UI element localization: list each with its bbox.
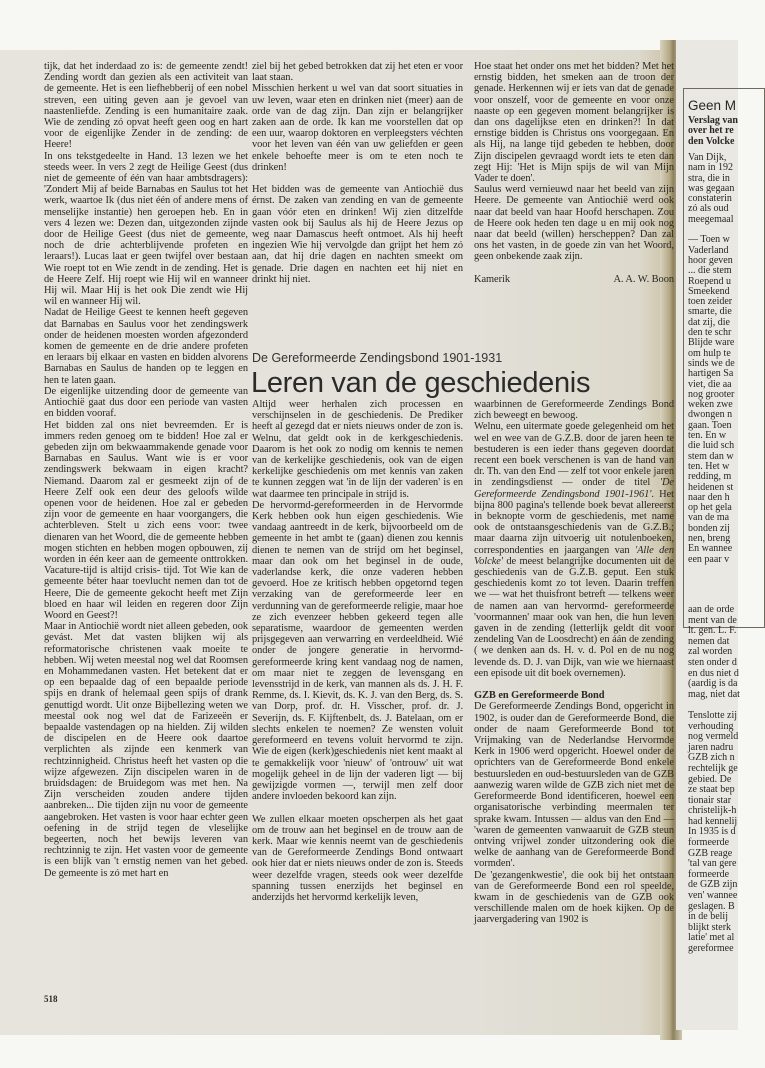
text-line: GZB zich n [688,752,735,764]
paragraph: Het bidden was de gemeente van Antiochië dus érnst. De zaken van zending en van de gemeente gaan vóór eten en drinken! Wij zien ditzelfde vasten ook bij Saulus als hij de Heere Jezus op weg naar Damascus heeft ontmoet. Als hij heeft ingezien Wie hij vervolgde dan grijpt het hem zó aan, dat hij drie dagen en nachten smeekt om genade. Drie dagen en nachten eet hij niet en drinkt hij niet. [252,184,463,285]
text-line: was gegaan [688,182,735,194]
text-line: hoor geven [688,254,733,266]
adjacent-page [676,40,738,1030]
paragraph: Hoe staat het onder ons met het bidden? Met het ernstig bidden, het smeken aan de troon der genade. Herkennen wij er iets van dat de genade voor onszelf, voor de gemeente en voor onze naaste op een gegeven moment belangrijker is dan ons dagelijkse eten en drinken?! In dat ernstige bidden is Christus ons voorgegaan. En als Hij, na lange tijd gebeden te hebben, door Zijn discipelen gevraagd wordt iets te eten dan zegt Hij: 'Het is Mijn spijs de wil van Mijn Vader te doen'. [474,61,674,185]
text-line: Roepend u [688,275,732,287]
text-line: den te schr [688,327,732,339]
paragraph: ziel bij het gebed betrokken dat zij het eten er voor laat staan. [252,61,463,84]
text-line: nam in 192 [688,162,733,174]
signature-place: Kamerik [474,273,511,285]
text-line: de GZB zijn [688,879,738,891]
text-line: ment van de [688,614,737,626]
text-line: jaren nadru [688,741,734,753]
text-line: mag, niet dat [688,688,740,700]
text-line: ze staat bep [688,784,735,796]
text-line: geslagen. B [688,900,735,912]
text-line: hartigen Sa [688,368,734,380]
right-column-bottom [474,399,674,926]
text-line: rechtelijk ge [688,762,738,774]
text-line: Vaderland [688,244,729,256]
text-line: En wannee [688,543,733,555]
text-line: die luid sch [688,440,735,452]
middle-column-bottom [252,399,463,903]
text-line: nog vermeld [688,731,739,743]
text-line: sten onder d [688,656,737,668]
page-number: 518 [44,994,58,1004]
text-line: Verslag van [688,115,738,126]
text-line: dat zij, die [688,316,730,328]
text-line: Tenslotte zij [688,709,738,721]
side-article-text [688,153,735,565]
text-line: gebied. De [688,773,732,785]
text-line: christelijk-h [688,805,737,817]
paragraph: Misschien herkent u wel van dat soort situaties in uw leven, waar eten en drinken niet (meer) aan de orde van de dag zijn. Dan zijn er belangrijker zaken aan de orde. Ik kan me voorstellen dat op een uur, waarop doktoren en verpleegsters véchten voor het leven van één van uw geliefden er geen enkele behoefte meer is om te eten noch te drinken! [252,83,463,173]
paragraph: De hervormd-gereformeerden in de Hervormde Kerk hebben ook hun eigen geschiedenis. Wie vandaag aantreedt in de kerk, bijvoorbeeld om de gemeente in het ambt te (gaan) dienen zou kennis dienen te nemen van de strijd om het beginsel, maar dan ook om het beginsel in de oude, vaderlandse kerk, die onze vaderen hebben gevoerd. Hoe ze kritisch hebben opgetornd tegen verzaking van de gereformeerde leer en verdunning van de gereformeerde religie, maar hoe ze zich evenzeer hebben gekeerd tegen alle separatisme, waardoor de gemeenten werden prijsgegeven aan verwarring en verdeeldheid. Wié onder de jongere generatie in hervormd-gereformeerde kring kent vandaag nog de namen, om maar niet te zeggen de levensgang en levensstrijd in de kerk, van mannen als ds. J. H. F. Remme, ds. I. Kievit, ds. K. J. van den Berg, ds. S. van Dorp, prof. dr. H. Visscher, prof. dr. J. Severijn, ds. F. Kijftenbelt, ds. J. Batelaan, om er slechts enkelen te noemen? Ze wensten voluit gereformeerd en tevens voluit hervormd te zijn. Wie de eigen (kerk)geschiedenis niet kent maakt al te gemakkelijk voor 'nieuw' of 'ontrouw' uit wat mogelijk geheel in de lijn der vaderen ligt — bij gewijzigde vormen —, terwijl men zelf door andere invloeden bekoord kan zijn. [252,499,463,803]
text-line: formeerde [688,837,730,849]
paragraph: tijk, dat het inderdaad zo is: de gemeente zendt! Zending wordt dan gezien als een activiteit van de gemeente. Het is een liefhebberij of een nobel streven, een uiting geven aan je gevoel van naastenliefde. Zending is een humanitaire zaak. Wie de zending zó opvat heeft geen oog en hart voor de eigenlijke Zender in de zending: de Heere! [44,61,248,151]
text-line: Blijde ware [688,337,735,349]
text-line: ven' wannee [688,890,738,902]
right-column-top [474,61,674,285]
paragraph: De Gereformeerde Zendings Bond, opgericht in 1902, is ouder dan de Gereformeerde Bond, die onder de naam Gereformeerde Bond tot Vrijmaking van de Nederlandse Hervormde Kerk in 1906 werd opgericht. Hoewel onder de oprichters van de Gereformeerde Bond enkele bestuursleden en oud-bestuursleden van de GZB aanwezig waren wilde de GZB zich niet met de Gereformeerde Bond identificeren, hoewel een organisatorische verbinding meermalen ter sprake kwam. Intussen — aldus van den End — 'waren de gemeenten vanwaaruit de GZB steun ontving vrijwel zonder uitzondering ook die welke de aanhang van de Gereformeerde Bond vormden'. [474,701,674,870]
text-line: smarte, die [688,306,732,318]
signature [474,274,674,285]
paragraph: Altijd weer herhalen zich processen en verschijnselen in de geschiedenis. De Prediker heeft al gezegd dat er niets nieuws onder de zon is. Welnu, dat geldt ook in de kerkgeschiedenis. Daarom is het ook zo nodig om kennis te nemen van de kerkelijke geschiedenis, ook van de eigen kerkelijke geschiedenis om met kennis van zaken te kunnen zeggen wat 'in de lijn der vaderen' is en wat daarmee ten principale in strijd is. [252,399,463,500]
magazine-title: 'Alle den Volcke' [474,544,674,567]
text-line: nen, breng [688,532,731,544]
text-line: zó als oud [688,203,729,215]
text-line: verhouding [688,720,734,732]
paragraph: Saulus werd vernieuwd naar het beeld van zijn Heere. De gemeente van Antiochië werd ook naar dat beeld van haar Hoofd herschapen. Zou de Heere ook heden ten dage u en mij ook nog naar dat beeld (willen) herscheppen? Dan zal ons het vasten, in de goede zin van het Woord, geen onbekende zaak zijn. [474,184,674,263]
text-line: Van Dijk, [688,152,727,163]
text-line: stra, die in [688,172,730,184]
paragraph: We zullen elkaar moeten opscherpen als het gaat om de trouw aan het beginsel en de trouw aan de kerk. Maar wie kennis neemt van de geschiedenis van de Gereformeerde Zendings Bond ontwaart ook hier dat er niets nieuws onder de zon is. Steeds weer dezelfde vragen, steeds ook weer dezelfde spanning tussen enerzijds het beginsel en anderzijds het hervormd kerkelijk leven, [252,813,463,903]
text: . Het bijna 800 pagina's tellende boek bevat allereerst in beknopte vorm de geschiedenis, met name ook de ontstaansgeschiedenis van de G.Z.B.; maar daarna zijn uitvoerig uit notulenboeken, correspondenties en jaargangen van [474,488,674,556]
paragraph [474,421,674,679]
paragraph: In ons tekstgedeelte in Hand. 13 lezen we het steeds weer. In vers 2 zegt de Heilige Geest (dus niet de gemeente of één van haar ambtsdragers): 'Zondert Mij af beide Barnabas en Saulus tot het werk, waartoe Ik (dus niet één of andere mens of menselijke instantie) hen geroepen heb. En in vers 4 lezen we: Dezen dan, uitgezonden zijnde door de Heilige Geest (dus niet de gemeente, noch de drie achterblijvende profeten en leraars!). Lucas laat er geen twijfel over bestaan Wie roept tot en Wie zendt in de zending. Het is de Heere Zelf. Hij roept wie Hij wil en wanneer Hij wil. Maar Hij is het ook Die zendt wie Hij wil en wanneer Hij wil. [44,150,248,308]
text-line: tionair star [688,794,732,806]
paragraph: De 'gezangenkwestie', die ook bij het ontstaan van de Gereformeerde Bond een rol speelde, kwam in de geschiedenis van de GZB ook verschillende malen om de hoek kijken. Op de jaarvergadering van 1902 is [474,869,674,926]
text-line: ... die stem [688,265,732,277]
text-line: in de belij [688,911,728,923]
article-kicker: De Gereformeerde Zendingsbond 1901-1931 [252,351,503,365]
side-article-title: Geen M [688,98,737,113]
text-line: van de ma [688,512,730,524]
text-line: stem dan w [688,450,734,462]
text-line: ten. Het w [688,460,730,472]
text-line: nemen dat [688,635,730,647]
text-line: heidenen st [688,481,734,493]
right-column-clip [470,40,674,1040]
text-line: lt. gen. L. F. [688,625,737,637]
text-line: bonden zij [688,522,730,534]
text-line: GZB reage [688,847,733,859]
paragraph: waarbinnen de Gereformeerde Zendings Bond zich beweegt en bewoog. [474,399,674,422]
text-line: 'tal van gere [688,858,737,870]
text-line: zal worden [688,646,733,658]
side-article-intro [688,116,738,147]
text-line: — Toen w [688,234,730,246]
text-line: den Volcke [688,135,735,147]
text-line: sinds we de [688,357,735,369]
text-line: aan de orde [688,604,735,615]
text-line: een paar v [688,553,730,565]
text-line: meegemaal [688,213,734,225]
text-line: over het re [688,125,734,137]
text-line: (aardig is da [688,678,738,690]
side-page-text [688,605,740,955]
text-line: ten. En w [688,430,727,442]
text-line: viet, die aa [688,378,732,390]
text-line: toen zeider [688,296,733,308]
article-headline: Leren van de geschiedenis [251,367,591,399]
text-line: In 1935 is d [688,826,736,838]
text-line: en dus niet d [688,667,739,679]
text-line: nog grooter [688,388,735,400]
text-line: naar den h [688,491,730,503]
text-line: latie' met al [688,932,735,944]
text: de meest belangrijke documenten uit de geschiedenis van de G.Z.B. geput. Een stuk geschiedenis komt zo tot leven. Daarin treffen we — wat het thuisfront betreft — telkens weer de namen aan van hervormd- gereformeerde 'voormannen' maar ook van hen, die hun leven gaven in de zending (letterlijk geldt dit voor zendeling Van de Loosdrecht) en áán de zending ( we denken aan ds. H. v. d. Pol en de nu nog levende ds. D. J. van Dijk, van wie we hiernaast een episode uit dit boek overnemen). [474,555,674,679]
text-line: had kennelij [688,815,738,827]
signature-author: A. A. W. Boon [613,273,674,285]
text-line: gaan. Toen [688,419,732,431]
text-line: Smeekend [688,285,730,297]
text-line: weken zwe [688,399,733,411]
left-column [44,61,248,879]
text-line: om hulp te [688,347,731,359]
text-line: constaterin [688,193,732,205]
text-line: redding, m [688,471,732,483]
text-line: op het gela [688,502,732,514]
text-line: dwongen n [688,409,733,421]
book-title: 'De Gereformeerde Zendingsbond 1901-1961' [474,477,674,500]
subheading: GZB en Gereformeerde Bond [474,690,605,702]
text-line: blijkt sterk [688,921,732,933]
paragraph: Maar in Antiochië wordt niet alleen gebeden, ook gevást. Met dat vasten blijken wij als reformatorische christenen vaak moeite te hebben. Wij weten meestal nog wel dat Roomsen en Mohammedanen vasten. Het betekent dat er op een bepaalde dag of een bepaalde periode spijs en drank of helemaal geen spijs of drank genuttigd wordt. Uit onze Bijbellezing weten we meestal ook nog wel dat de Farizeeën er bepaalde vastendagen op na hielden. Zij wilden de discipelen en de Heere ook daartoe verplichten als zijnde een kenmerk van rechtzinnigheid. Christus heeft het vasten op die wijze afgewezen. Zijn discipelen waren in de bruidsdagen: de Bruidegom was met hen. Na Zijn verscheiden zouden andere tijden aanbreken... Die tijden zijn nu voor de gemeente aangebroken. Het vasten is voor haar echter geen oefening in de strijd tegen de vleselijke begeerten, noch het bewijs leveren van rechtzinnig te zijn. Het vasten voor de gemeente is een blijk van 't ernstig nemen van het gebed. De gemeente is zó met hart en [44,621,248,879]
middle-column-top [252,61,463,285]
text-line: formeerde [688,868,730,880]
text: Welnu, een uitermate goede gelegenheid om het wel en wee van de G.Z.B. door de jaren heen te bestuderen is een ieder thans gegeven doordat recent een boek verschenen is van de hand van dr. Th. van den End — zelf tot voor enkele jaren in zendingsdienst — onder de titel [474,421,674,489]
paragraph: Het bidden zal ons niet bevreemden. Er is immers reden genoeg om te bidden! Hoe zal er gebeden zijn om bekwaammakende genade voor Barnabas en Saulus. Want wie is er voor zendingswerk bekwaam in eigen kracht? Niemand. Daarom zal er gesmeekt zijn of de Heere Zelf ook een deur des geloofs wilde openen voor de heidenen. Hoe zal er gebeden zijn voor de gemeente en haar voorgangers, die achterbleven. Stelt u zich eens voor: twee dienaren van het Woord, die de gemeente hebben mogen stichten en hebben mogen opbouwen, zij worden in één keer aan de gemeente onttrokken. Vacature-tijd is altijd crisis- tijd. Tot Wie kan de gemeente béter haar toevlucht nemen dan tot de Heere, Die de gemeente gekocht heeft met Zijn bloed en haar wil leiden en regeren door Zijn Woord en Geest?! [44,419,248,621]
paragraph: De eigenlijke uitzending door de gemeente van Antiochië gaat dus door een periode van vasten en bidden vooraf. [44,385,248,420]
paragraph: Nadat de Heilige Geest te kennen heeft gegeven dat Barnabas en Saulus voor het zendingswerk onder de heidenen moesten worden afgezonderd komen de gemeente en de drie andere profeten en leraars bij elkaar en vasten en bidden alvorens Barnabas en Saulus de handen op te leggen en hen te laten gaan. [44,307,248,386]
text-line: gereformee [688,943,734,954]
